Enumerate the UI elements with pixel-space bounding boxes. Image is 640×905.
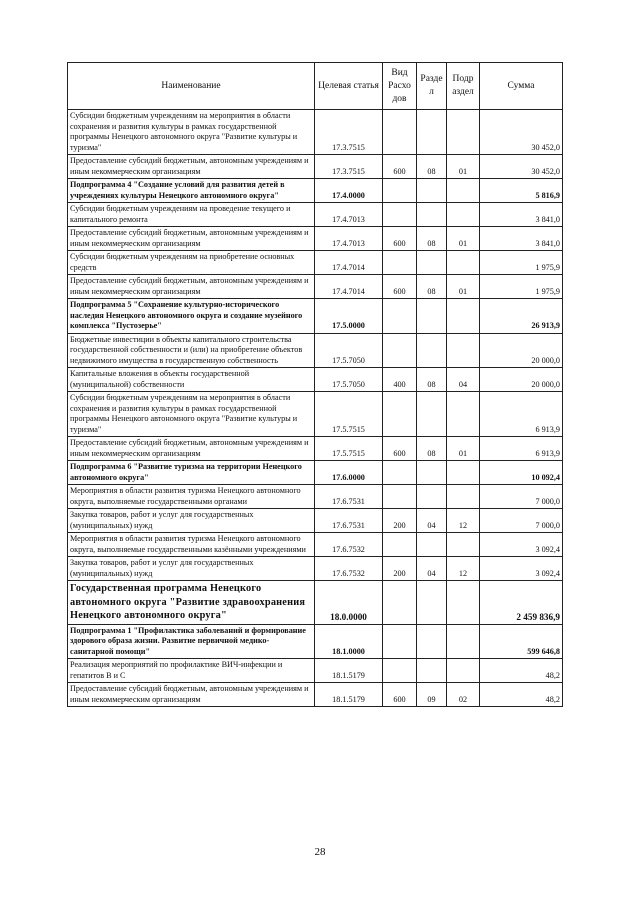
table-body (68, 110, 563, 707)
cell-section (417, 624, 447, 659)
table-row (68, 110, 563, 155)
table-row (68, 333, 563, 368)
cell-name: Предоставление субсидий бюджетным, автономным учреждениям и иным некоммерческим организациям (68, 437, 315, 461)
header-name: Наименование (68, 63, 315, 110)
cell-name: Государственная программа Ненецкого автономного округа "Развитие здравоохранения Ненецкого автономного округа" (68, 581, 315, 625)
cell-sum: 3 841,0 (480, 203, 563, 227)
table-row (68, 227, 563, 251)
cell-target-article: 17.3.7515 (315, 155, 383, 179)
cell-section (417, 461, 447, 485)
cell-subsection (447, 624, 480, 659)
cell-name: Мероприятия в области развития туризма Ненецкого автономного округа, выполняемые государственными казёнными учреждениями (68, 533, 315, 557)
cell-section (417, 485, 447, 509)
cell-target-article: 18.1.0000 (315, 624, 383, 659)
cell-name: Субсидии бюджетным учреждениям на проведение текущего и капитального ремонта (68, 203, 315, 227)
cell-expense-type (383, 203, 417, 227)
table-header-row (68, 63, 563, 110)
cell-target-article: 18.0.0000 (315, 581, 383, 625)
cell-target-article: 17.4.7013 (315, 203, 383, 227)
table-row (68, 275, 563, 299)
cell-expense-type (383, 461, 417, 485)
cell-subsection: 12 (447, 509, 480, 533)
cell-subsection: 01 (447, 437, 480, 461)
cell-expense-type (383, 333, 417, 368)
cell-sum: 5 816,9 (480, 179, 563, 203)
cell-expense-type: 600 (383, 227, 417, 251)
cell-expense-type (383, 485, 417, 509)
cell-expense-type: 600 (383, 683, 417, 707)
header-section: Разде л (417, 63, 447, 110)
cell-target-article: 17.5.7050 (315, 333, 383, 368)
header-sum: Сумма (480, 63, 563, 110)
cell-target-article: 17.4.7014 (315, 275, 383, 299)
cell-expense-type: 200 (383, 509, 417, 533)
cell-section: 04 (417, 509, 447, 533)
cell-sum: 3 841,0 (480, 227, 563, 251)
table-row (68, 659, 563, 683)
cell-target-article: 17.5.7515 (315, 392, 383, 437)
cell-expense-type (383, 251, 417, 275)
cell-sum: 2 459 836,9 (480, 581, 563, 625)
cell-target-article: 17.6.7531 (315, 509, 383, 533)
cell-section: 08 (417, 275, 447, 299)
cell-section (417, 392, 447, 437)
cell-target-article: 17.5.7515 (315, 437, 383, 461)
cell-section (417, 179, 447, 203)
cell-name: Субсидии бюджетным учреждениям на мероприятия в области сохранения и развития культуры в рамках государственной программы Ненецкого автономного округа "Развитие культуры и туризма" (68, 392, 315, 437)
table-row (68, 437, 563, 461)
cell-name: Закупка товаров, работ и услуг для государственных (муниципальных) нужд (68, 557, 315, 581)
cell-section (417, 333, 447, 368)
cell-name: Подпрограмма 1 "Профилактика заболеваний и формирование здорового образа жизни. Развитие первичной медико-санитарной помощи" (68, 624, 315, 659)
cell-expense-type (383, 624, 417, 659)
cell-subsection (447, 392, 480, 437)
cell-section: 08 (417, 368, 447, 392)
cell-target-article: 17.5.7050 (315, 368, 383, 392)
cell-target-article: 17.4.0000 (315, 179, 383, 203)
cell-sum: 30 452,0 (480, 110, 563, 155)
cell-subsection (447, 203, 480, 227)
cell-sum: 26 913,9 (480, 299, 563, 334)
table-row (68, 557, 563, 581)
table-row (68, 461, 563, 485)
cell-name: Субсидии бюджетным учреждениям на приобретение основных средств (68, 251, 315, 275)
cell-subsection (447, 179, 480, 203)
cell-subsection (447, 110, 480, 155)
cell-section (417, 251, 447, 275)
cell-subsection (447, 533, 480, 557)
table-row (68, 392, 563, 437)
cell-subsection (447, 299, 480, 334)
cell-name: Предоставление субсидий бюджетным, автономным учреждениям и иным некоммерческим организациям (68, 275, 315, 299)
table-row (68, 251, 563, 275)
cell-section (417, 203, 447, 227)
cell-sum: 20 000,0 (480, 333, 563, 368)
table-row (68, 509, 563, 533)
cell-sum: 6 913,9 (480, 437, 563, 461)
cell-expense-type (383, 110, 417, 155)
cell-target-article: 17.6.7532 (315, 533, 383, 557)
cell-name: Предоставление субсидий бюджетным, автономным учреждениям и иным некоммерческим организациям (68, 155, 315, 179)
page-number: 28 (314, 846, 326, 858)
cell-expense-type: 600 (383, 155, 417, 179)
cell-section (417, 110, 447, 155)
cell-name: Бюджетные инвестиции в объекты капитального строительства государственной собственности и (или) на приобретение объектов недвижимого имущества в государственную собственность (68, 333, 315, 368)
cell-sum: 3 092,4 (480, 533, 563, 557)
header-target-article: Целевая статья (315, 63, 383, 110)
cell-sum: 20 000,0 (480, 368, 563, 392)
cell-target-article: 17.5.0000 (315, 299, 383, 334)
cell-subsection: 01 (447, 275, 480, 299)
cell-expense-type: 600 (383, 275, 417, 299)
cell-expense-type: 600 (383, 437, 417, 461)
cell-expense-type (383, 299, 417, 334)
cell-target-article: 18.1.5179 (315, 683, 383, 707)
cell-subsection: 02 (447, 683, 480, 707)
cell-name: Предоставление субсидий бюджетным, автономным учреждениям и иным некоммерческим организациям (68, 683, 315, 707)
table-row (68, 368, 563, 392)
cell-name: Субсидии бюджетным учреждениям на мероприятия в области сохранения и развития культуры в рамках государственной программы Ненецкого автономного округа "Развитие культуры и туризма" (68, 110, 315, 155)
cell-subsection (447, 581, 480, 625)
cell-subsection (447, 485, 480, 509)
table-row (68, 203, 563, 227)
cell-sum: 48,2 (480, 683, 563, 707)
header-expense-type: Вид Расхо дов (383, 63, 417, 110)
cell-section (417, 659, 447, 683)
budget-table (67, 62, 563, 707)
cell-name: Подпрограмма 4 "Создание условий для развития детей в учреждениях культуры Ненецкого автономного округа" (68, 179, 315, 203)
table-row (68, 624, 563, 659)
cell-section: 08 (417, 437, 447, 461)
cell-section: 08 (417, 227, 447, 251)
cell-name: Закупка товаров, работ и услуг для государственных (муниципальных) нужд (68, 509, 315, 533)
cell-subsection: 01 (447, 227, 480, 251)
header-subsection: Подр аздел (447, 63, 480, 110)
cell-subsection (447, 461, 480, 485)
table-row (68, 179, 563, 203)
table-row (68, 533, 563, 557)
cell-name: Мероприятия в области развития туризма Ненецкого автономного округа, выполняемые государственными органами (68, 485, 315, 509)
cell-name: Подпрограмма 6 "Развитие туризма на территории Ненецкого автономного округа" (68, 461, 315, 485)
cell-target-article: 17.4.7013 (315, 227, 383, 251)
cell-name: Подпрограмма 5 "Сохранение культурно-исторического наследия Ненецкого автономного округа и создание музейного комплекса "Пустозерье" (68, 299, 315, 334)
cell-expense-type (383, 392, 417, 437)
cell-section (417, 299, 447, 334)
cell-name: Реализация мероприятий по профилактике ВИЧ-инфекции и гепатитов B и C (68, 659, 315, 683)
cell-subsection: 12 (447, 557, 480, 581)
cell-target-article: 17.6.7532 (315, 557, 383, 581)
cell-subsection (447, 659, 480, 683)
cell-section (417, 533, 447, 557)
cell-sum: 1 975,9 (480, 275, 563, 299)
budget-document (67, 62, 562, 707)
table-row (68, 155, 563, 179)
cell-sum: 30 452,0 (480, 155, 563, 179)
cell-sum: 599 646,8 (480, 624, 563, 659)
cell-subsection (447, 333, 480, 368)
cell-target-article: 18.1.5179 (315, 659, 383, 683)
cell-sum: 10 092,4 (480, 461, 563, 485)
cell-expense-type (383, 179, 417, 203)
cell-name: Предоставление субсидий бюджетным, автономным учреждениям и иным некоммерческим организациям (68, 227, 315, 251)
cell-subsection (447, 251, 480, 275)
cell-target-article: 17.6.0000 (315, 461, 383, 485)
cell-target-article: 17.4.7014 (315, 251, 383, 275)
cell-subsection: 01 (447, 155, 480, 179)
cell-sum: 1 975,9 (480, 251, 563, 275)
cell-target-article: 17.3.7515 (315, 110, 383, 155)
table-row (68, 299, 563, 334)
cell-sum: 7 000,0 (480, 509, 563, 533)
cell-name: Капитальные вложения в объекты государственной (муниципальной) собственности (68, 368, 315, 392)
cell-expense-type (383, 581, 417, 625)
cell-expense-type: 200 (383, 557, 417, 581)
cell-expense-type (383, 533, 417, 557)
cell-target-article: 17.6.7531 (315, 485, 383, 509)
cell-section (417, 581, 447, 625)
table-row (68, 485, 563, 509)
cell-subsection: 04 (447, 368, 480, 392)
cell-sum: 6 913,9 (480, 392, 563, 437)
cell-section: 09 (417, 683, 447, 707)
cell-section: 04 (417, 557, 447, 581)
cell-expense-type (383, 659, 417, 683)
cell-sum: 3 092,4 (480, 557, 563, 581)
table-row (68, 683, 563, 707)
table-row (68, 581, 563, 625)
cell-sum: 7 000,0 (480, 485, 563, 509)
cell-sum: 48,2 (480, 659, 563, 683)
cell-expense-type: 400 (383, 368, 417, 392)
cell-section: 08 (417, 155, 447, 179)
